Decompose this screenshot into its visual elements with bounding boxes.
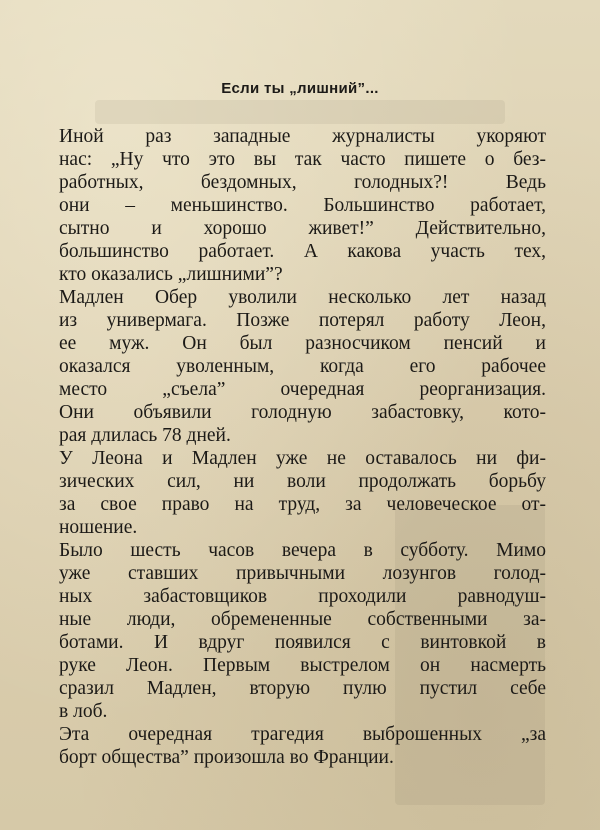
text-line: ее муж. Он был разносчиком пенсий и [59, 333, 546, 354]
text-line: за свое право на труд, за человеческое от- [59, 494, 546, 515]
text-line: ные люди, обремененные собственными за- [59, 609, 546, 630]
page-title: Если ты „лишний”... [221, 80, 379, 97]
show-through-shadow [95, 100, 505, 124]
text-line: из универмага. Позже потерял работу Леон, [59, 310, 546, 331]
text-line: в лоб. [59, 701, 108, 722]
article-body [59, 125, 546, 769]
text-line: сразил Мадлен, вторую пулю пустил себе [59, 678, 546, 699]
text-line: уже ставших привычными лозунгов голод- [59, 563, 546, 584]
text-line: ношение. [59, 517, 138, 538]
paragraph [59, 447, 546, 539]
paragraph [59, 286, 546, 447]
paragraph [59, 125, 546, 286]
text-line: ных забастовщиков проходили равнодуш- [59, 586, 546, 607]
text-line: борт общества” произошла во Франции. [59, 747, 394, 768]
text-line: Они объявили голодную забастовку, кото- [59, 402, 546, 423]
paragraph [59, 539, 546, 723]
text-line: они – меньшинство. Большинство работает, [59, 195, 546, 216]
text-line: работных, бездомных, голодных?! Ведь [59, 172, 546, 193]
text-line: У Леона и Мадлен уже не оставалось ни фи- [59, 448, 546, 469]
text-line: оказался уволенным, когда его рабочее [59, 356, 546, 377]
text-line: Эта очередная трагедия выброшенных „за [59, 724, 546, 745]
text-line: сытно и хорошо живет!” Действительно, [59, 218, 546, 239]
text-line: руке Леон. Первым выстрелом он насмерть [59, 655, 546, 676]
text-line: рая длилась 78 дней. [59, 425, 231, 446]
text-line: Иной раз западные журналисты укоряют [59, 126, 546, 147]
text-line: место „съела” очередная реорганизация. [59, 379, 546, 400]
text-line: ботами. И вдруг появился с винтовкой в [59, 632, 546, 653]
text-line: зических сил, ни воли продолжать борьбу [59, 471, 546, 492]
paragraph [59, 723, 546, 769]
text-line: Было шесть часов вечера в субботу. Мимо [59, 540, 546, 561]
text-line: кто оказались „лишними”? [59, 264, 283, 285]
text-line: большинство работает. А какова участь тех, [59, 241, 546, 262]
text-line: нас: „Ну что это вы так часто пишете о без- [59, 149, 546, 170]
text-line: Мадлен Обер уволили несколько лет назад [59, 287, 546, 308]
